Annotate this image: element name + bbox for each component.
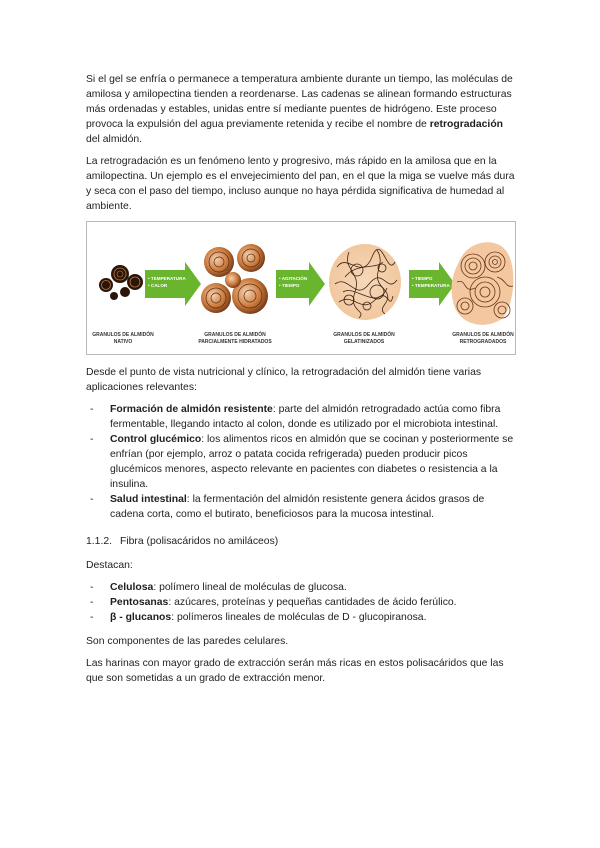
- arrow3-line2: • TEMPERATURA: [412, 283, 450, 288]
- starch-retrogradation-figure: [86, 221, 516, 355]
- paragraph-retrogradation-example: La retrogradación es un fenómeno lento y progresivo, más rápido en la amilosa que en la amilopectina. Un ejemplo es el envejecimiento del pan, en el que la miga se vuelve más dura y seca con el paso del tiempo, incluso aunque no haya pérdida significativa de humedad al ambiente.: [86, 156, 515, 212]
- applications-list: [86, 402, 516, 522]
- label-hydrated-line2: PARCIALMENTE HIDRATADOS: [198, 339, 272, 345]
- paragraph-harinas: Las harinas con mayor grado de extracción serán más ricas en estos polisacáridos que las que son sometidas a un grado de extracción menor.: [86, 658, 504, 684]
- paragraph-applications-intro: Desde el punto de vista nutricional y clínico, la retrogradación del almidón tiene varias aplicaciones relevantes:: [86, 367, 482, 393]
- list-item: - Celulosa: polímero lineal de moléculas de glucosa.: [90, 582, 347, 593]
- hydrated-granules: [201, 244, 268, 314]
- arrow1-line2: • CALOR: [148, 283, 168, 288]
- label-native-line1: GRANULOS DE ALMIDÓN: [92, 332, 154, 338]
- arrow2-line1: • AGITACIÓN: [279, 276, 308, 281]
- list-item: - β - glucanos: polímeros lineales de moléculas de D - glucopiranosa.: [90, 612, 427, 623]
- section-heading-fibra: 1.1.2. Fibra (polisacáridos no amiláceos): [86, 536, 279, 547]
- starch-diagram: [87, 222, 515, 354]
- term-retrogradacion: retrogradación: [429, 119, 504, 130]
- arrow2-line2: • TIEMPO: [279, 283, 300, 288]
- retrograded-granules: [452, 242, 514, 325]
- list-item: - Pentosanas: azúcares, proteínas y pequeñas cantidades de ácido ferúlico.: [90, 597, 457, 608]
- list-item: - Formación de almidón resistente: parte del almidón retrogradado actúa como fibra fermentable, llegando intacto al colon, donde es utilizado por el microbiota intestinal.: [90, 404, 501, 430]
- label-retrograded-line2: RETROGRADADOS: [459, 339, 507, 345]
- arrow1-line1: • TEMPERATURA: [148, 276, 186, 281]
- label-hydrated-line1: GRANULOS DE ALMIDÓN: [204, 332, 266, 338]
- gelatinized-granules: [329, 244, 401, 320]
- fiber-list: [86, 580, 516, 625]
- label-native-line2: NATIVO: [113, 339, 133, 345]
- paragraph-cell-walls: Son componentes de las paredes celulares.: [86, 636, 289, 647]
- list-item: - Salud intestinal: la fermentación del almidón resistente genera ácidos grasos de cadena corta, como el butirato, beneficiosos para la mucosa intestinal.: [90, 494, 485, 520]
- paragraph-retrogradation-intro: Si el gel se enfría o permanece a temperatura ambiente durante un tiempo, las moléculas de amilosa y amilopectina tienden a reordenarse. Las cadenas se alinean formando estructuras más ordenadas y estables, unidas entre sí mediante puentes de hidrógeno. Este proceso provoca la expulsión del agua previamente retenida y recibe el nombre de retrogradación del almidón.: [86, 74, 513, 145]
- label-gelatinized-line2: GELATINIZADOS: [343, 339, 385, 345]
- stage-labels: [92, 330, 514, 345]
- document-page: [86, 72, 516, 693]
- arrow-temperatura-calor: [145, 262, 201, 306]
- arrow-tiempo-temperatura: [409, 262, 455, 306]
- native-granules: [99, 265, 143, 300]
- paragraph-destacan: Destacan:: [86, 560, 133, 571]
- label-retrograded-line1: GRANULOS DE ALMIDÓN: [452, 332, 514, 338]
- arrow-agitacion-tiempo: [276, 262, 325, 306]
- list-item: - Control glucémico: los alimentos ricos en almidón que se cocinan y posteriormente se enfrían (por ejemplo, arroz o patata cocida refrigerada) pueden producir picos glucémicos menores, aspecto relevante en pacientes con diabetes o resistencia a la insulina.: [90, 434, 514, 490]
- arrow3-line1: • TIEMPO: [412, 276, 433, 281]
- label-gelatinized-line1: GRANULOS DE ALMIDÓN: [333, 332, 395, 338]
